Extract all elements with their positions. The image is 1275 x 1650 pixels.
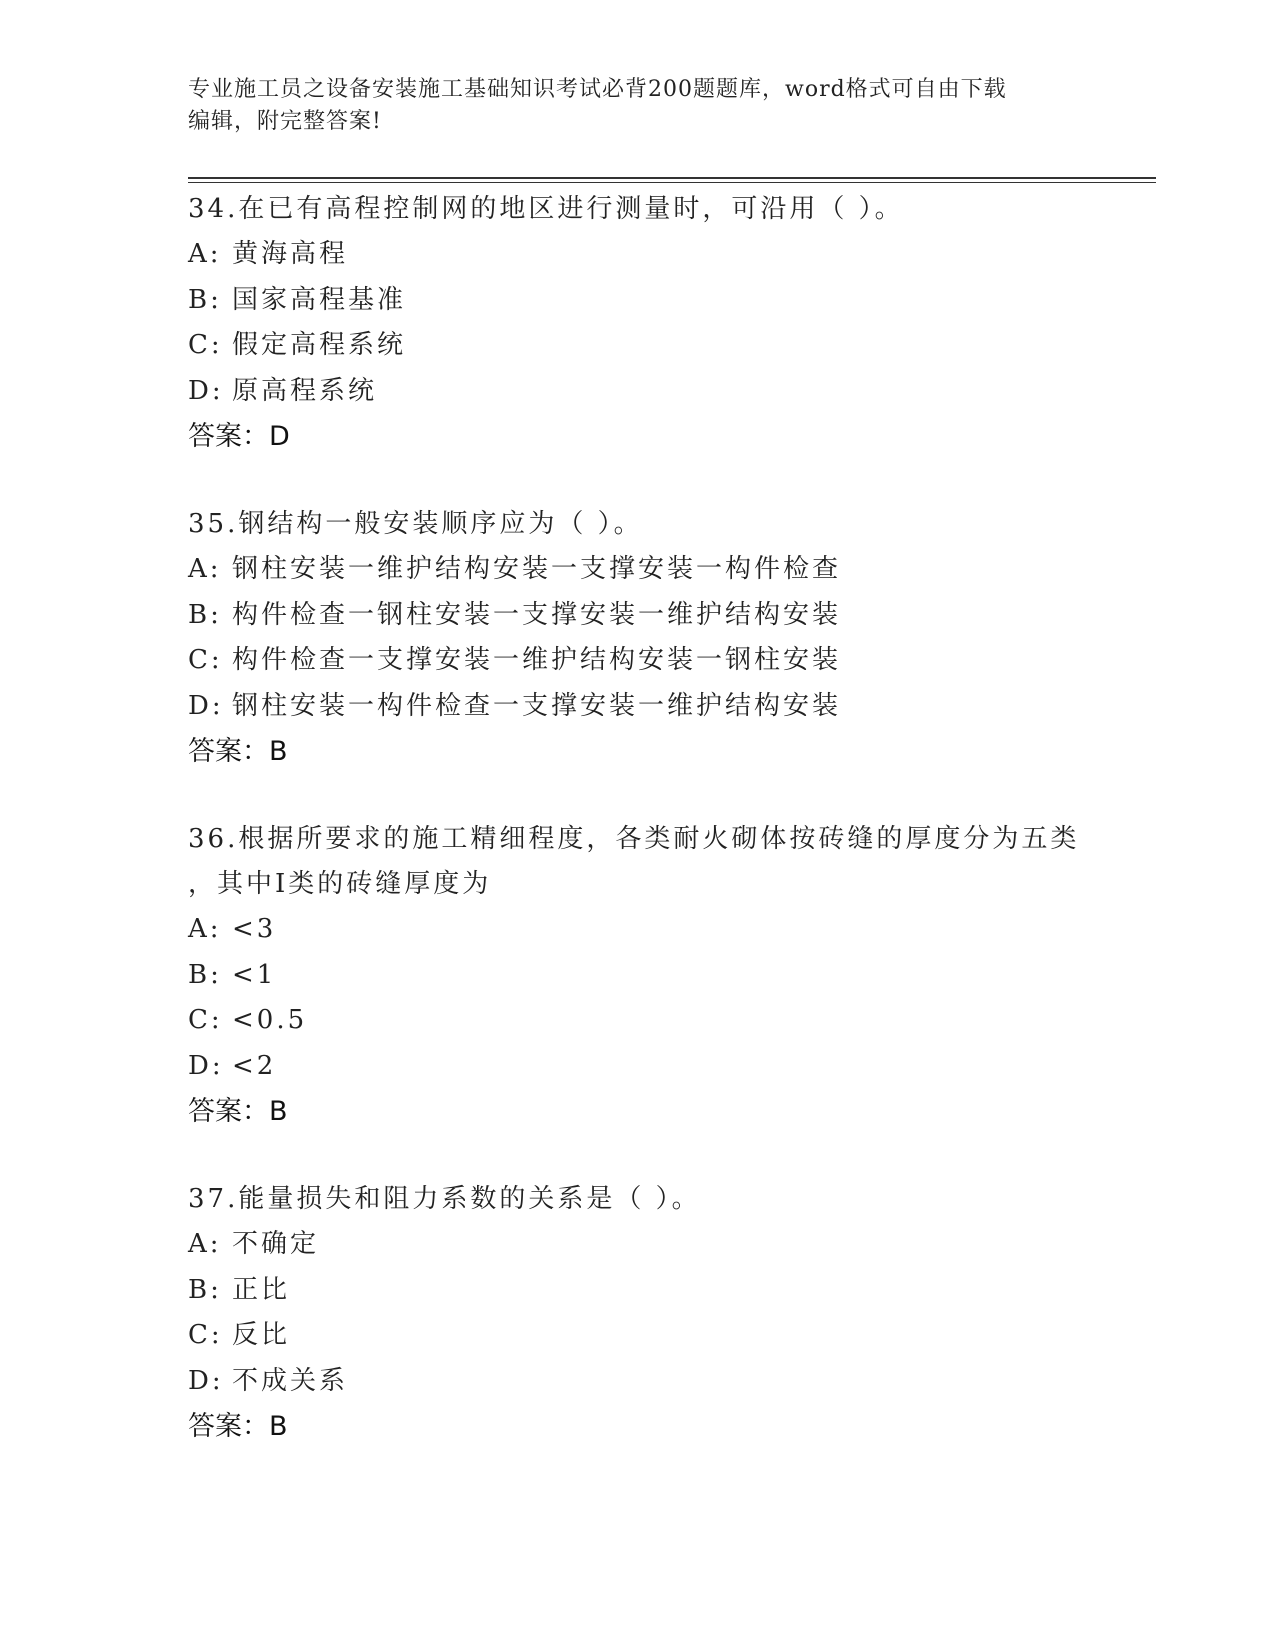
question-title-line-1: 36.根据所要求的施工精细程度，各类耐火砌体按砖缝的厚度分为五类 <box>188 824 1080 854</box>
option-text: <1 <box>232 959 277 990</box>
option-text: 假定高程系统 <box>232 330 407 360</box>
option-text: 原高程系统 <box>232 375 378 406</box>
option-text: 构件检查一支撑安装一维护结构安装一钢柱安装 <box>232 645 842 675</box>
question-37 <box>188 1177 1088 1450</box>
header-line-2: 编辑，附完整答案! <box>188 109 382 134</box>
option-letter: C: <box>188 1005 223 1035</box>
option-text: 构件检查一钢柱安装一支撑安装一维护结构安装 <box>232 599 842 630</box>
document-header <box>188 74 1068 138</box>
option-letter: A: <box>188 554 222 584</box>
option-text: 国家高程基准 <box>232 284 407 315</box>
answer-line <box>188 1404 1088 1450</box>
option-letter: A: <box>188 239 222 269</box>
option-c <box>188 998 1088 1044</box>
option-text: 正比 <box>232 1274 291 1305</box>
option-letter: C: <box>188 1320 223 1350</box>
answer-label: 答案： <box>188 736 269 767</box>
option-b <box>188 278 1088 324</box>
option-letter: C: <box>188 645 223 675</box>
header-divider-thin <box>188 182 1156 183</box>
question-title: 34.在已有高程控制网的地区进行测量时，可沿用（ ）。 <box>188 194 904 224</box>
option-d <box>188 1044 1088 1090</box>
answer-label: 答案： <box>188 1411 269 1442</box>
answer-label: 答案： <box>188 1096 269 1127</box>
option-letter: B: <box>188 1274 222 1305</box>
header-line-1: 专业施工员之设备安装施工基础知识考试必背200题题库，word格式可自由下载 <box>188 77 1007 102</box>
option-b <box>188 953 1088 999</box>
option-letter: A: <box>188 1229 222 1259</box>
option-letter: D: <box>188 375 224 406</box>
answer-line <box>188 414 1088 460</box>
option-letter: B: <box>188 599 222 630</box>
option-a <box>188 232 1088 278</box>
option-d <box>188 684 1088 730</box>
option-text: <0.5 <box>232 1005 308 1035</box>
option-letter: D: <box>188 1050 224 1081</box>
option-text: 反比 <box>232 1320 291 1350</box>
option-letter: B: <box>188 284 222 315</box>
option-text: 不确定 <box>232 1229 320 1259</box>
option-text: 不成关系 <box>232 1365 349 1396</box>
option-letter: A: <box>188 914 222 944</box>
option-text: 黄海高程 <box>232 239 349 269</box>
option-c <box>188 638 1088 684</box>
option-text: <2 <box>232 1050 277 1081</box>
option-letter: D: <box>188 1365 224 1396</box>
answer-label: 答案： <box>188 421 269 452</box>
option-b <box>188 1268 1088 1314</box>
answer-value: B <box>269 1411 288 1442</box>
question-title: 35.钢结构一般安装顺序应为（ ）。 <box>188 509 643 539</box>
option-a <box>188 1222 1088 1268</box>
question-title-line-2: ，其中Ⅰ类的砖缝厚度为 <box>188 869 492 899</box>
question-35 <box>188 502 1088 775</box>
header-divider-thick <box>188 177 1156 179</box>
option-text: <3 <box>232 914 277 944</box>
answer-value: B <box>269 736 288 767</box>
option-text: 钢柱安装一构件检查一支撑安装一维护结构安装 <box>232 690 842 721</box>
answer-value: D <box>269 421 290 452</box>
option-c <box>188 323 1088 369</box>
option-c <box>188 1313 1088 1359</box>
option-d <box>188 1359 1088 1405</box>
option-letter: B: <box>188 959 222 990</box>
option-b <box>188 593 1088 639</box>
question-34 <box>188 187 1088 460</box>
option-text: 钢柱安装一维护结构安装一支撑安装一构件检查 <box>232 554 842 584</box>
answer-value: B <box>269 1096 288 1127</box>
answer-line <box>188 1089 1088 1135</box>
option-a <box>188 547 1088 593</box>
question-36 <box>188 817 1088 1135</box>
option-letter: C: <box>188 330 223 360</box>
answer-line <box>188 729 1088 775</box>
option-a <box>188 907 1088 953</box>
question-title: 37.能量损失和阻力系数的关系是（ ）。 <box>188 1184 701 1214</box>
option-d <box>188 369 1088 415</box>
option-letter: D: <box>188 690 224 721</box>
